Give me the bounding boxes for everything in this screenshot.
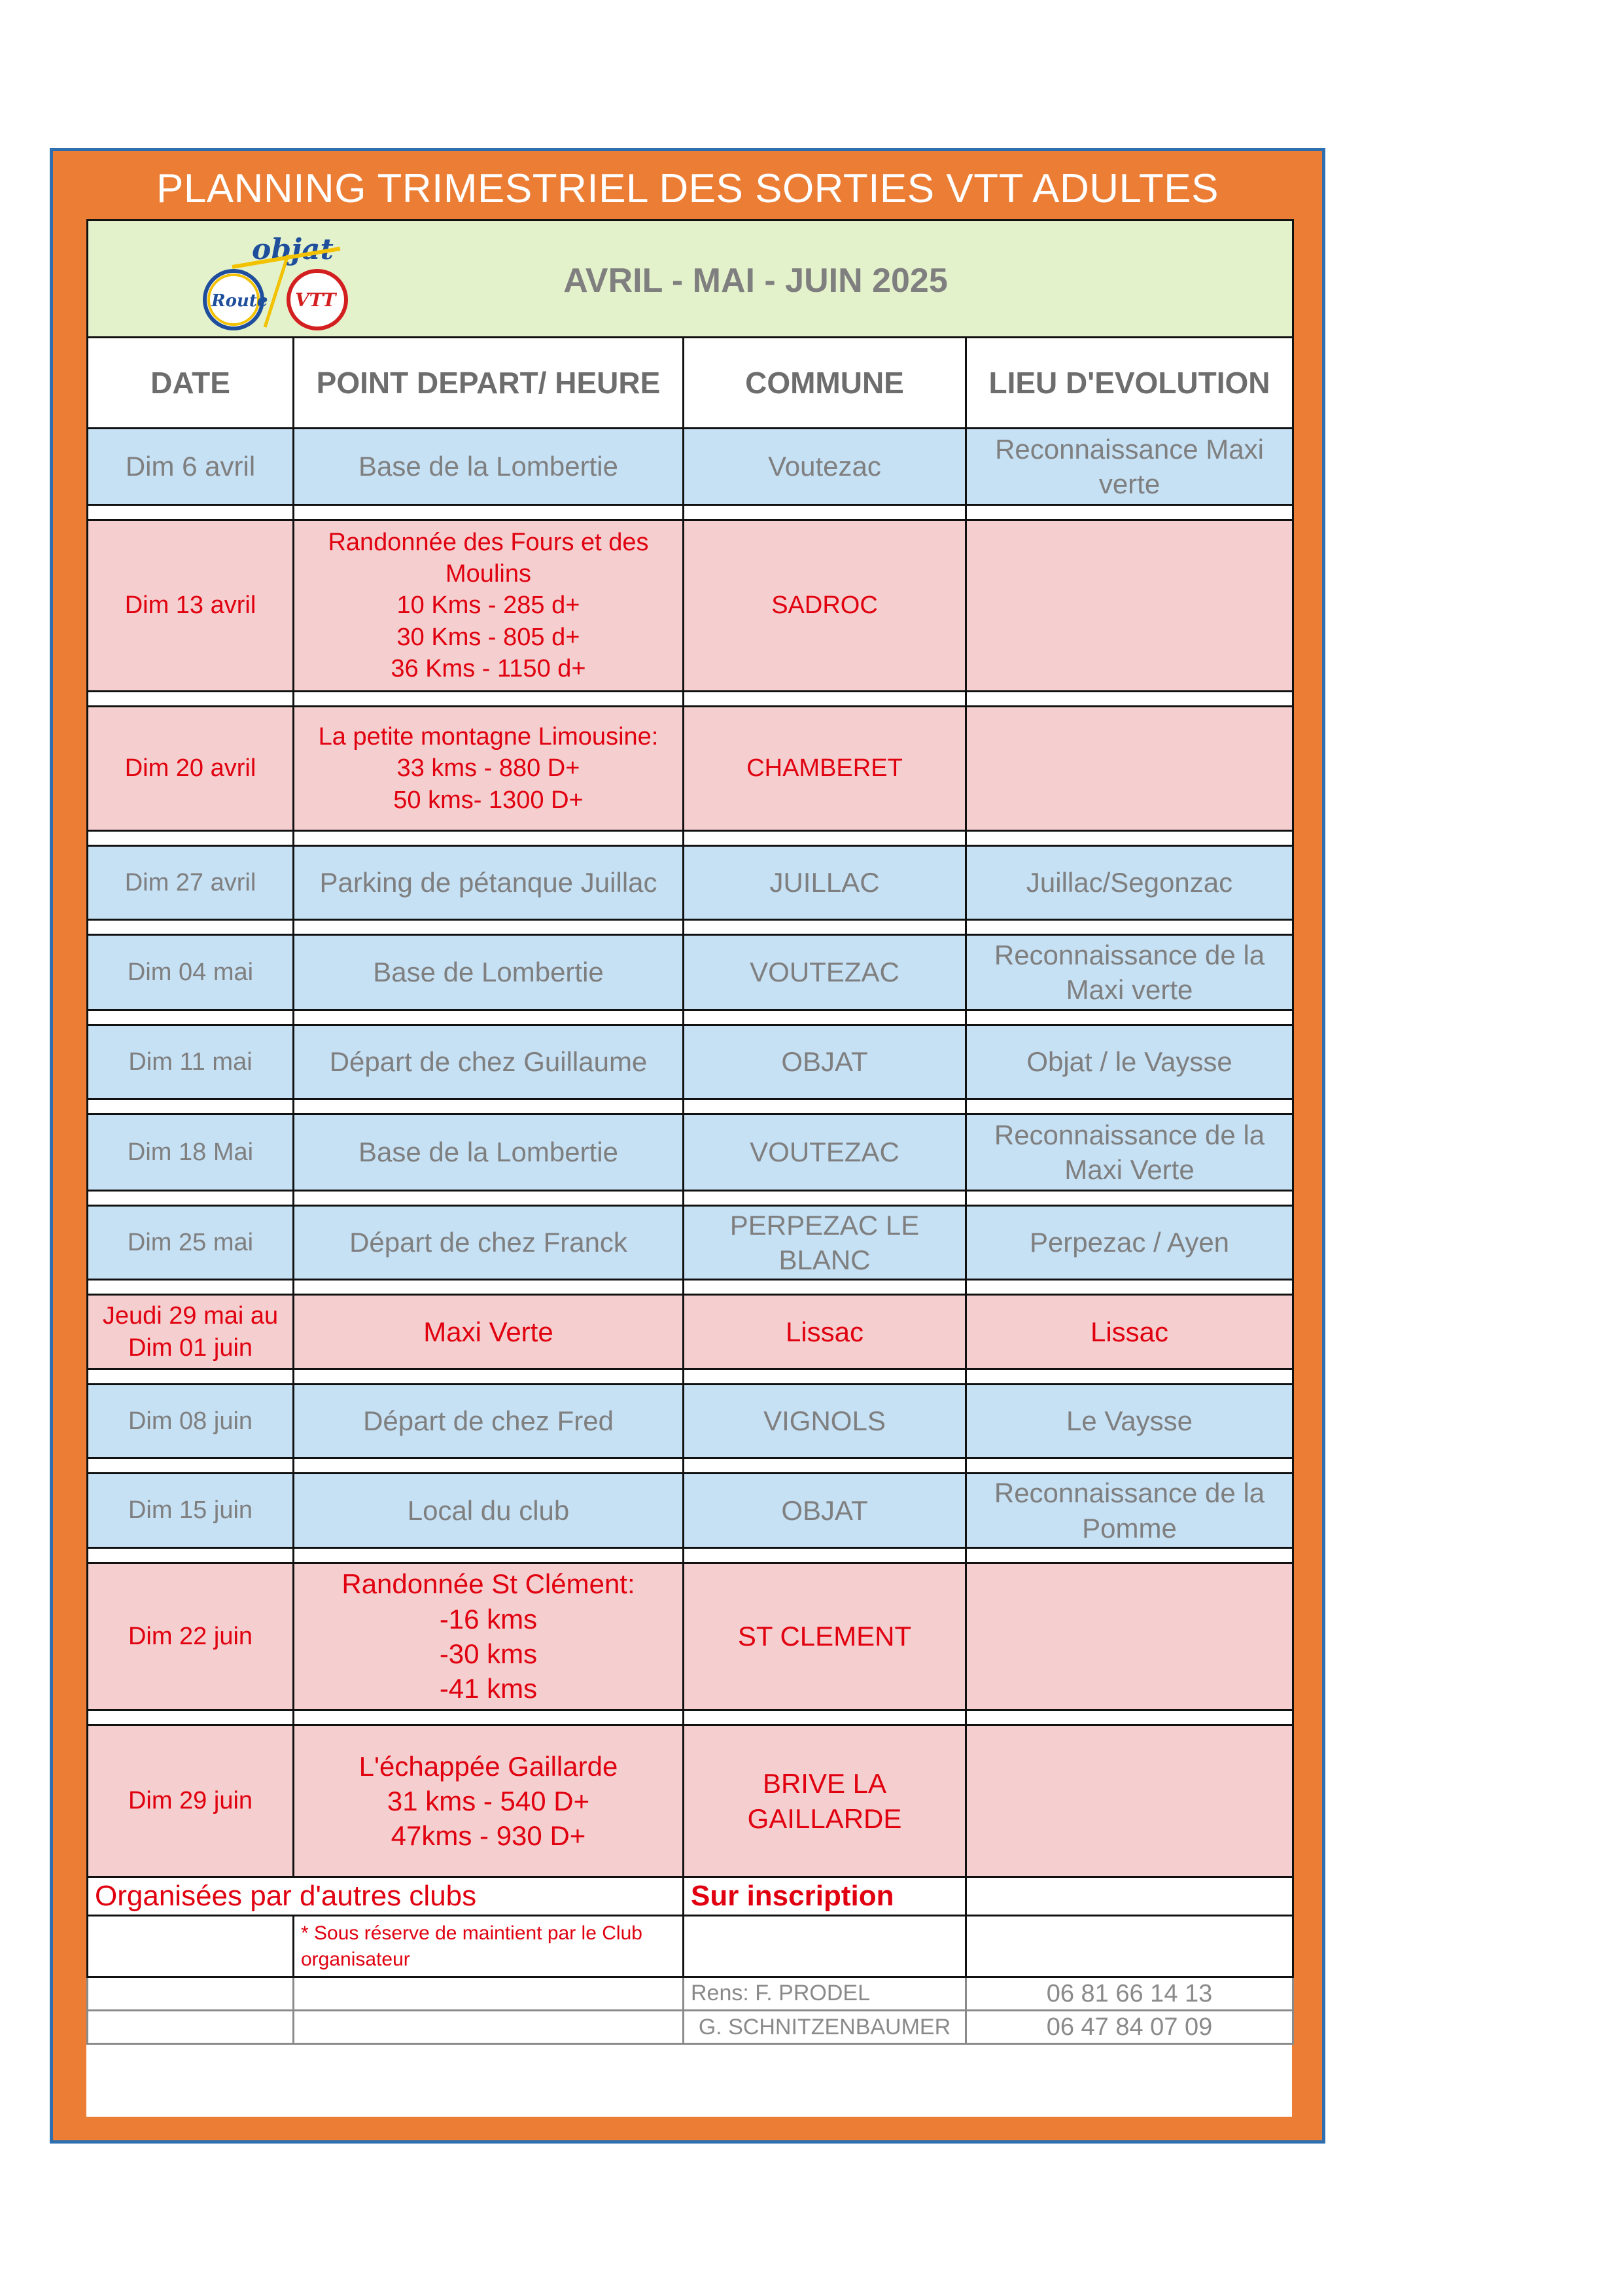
row-commune: Voutezac (684, 429, 966, 505)
registration-label: Sur inscription (684, 1877, 966, 1916)
contact-name: Rens: F. PRODEL (684, 1977, 966, 2010)
depart-line: 36 Kms - 1150 d+ (391, 654, 586, 682)
row-commune: JUILLAC (684, 846, 966, 920)
row-lieu: Reconnaissance de la Maxi verte (966, 935, 1293, 1010)
spacer-row (88, 1548, 1293, 1563)
row-date: Dim 29 juin (88, 1725, 294, 1877)
row-depart: Local du club (294, 1474, 684, 1548)
depart-line: La petite montagne Limousine: (318, 723, 659, 751)
spacer-row (88, 1458, 1293, 1474)
depart-line: Randonnée des Fours et des Moulins (328, 528, 649, 588)
schedule-frame (50, 148, 1325, 2144)
row-depart: Maxi Verte (294, 1295, 684, 1369)
row-depart (294, 1725, 684, 1877)
row-commune: OBJAT (684, 1025, 966, 1099)
row-commune: VIGNOLS (684, 1385, 966, 1458)
row-depart: Base de Lombertie (294, 935, 684, 1010)
row-depart (294, 707, 684, 831)
row-commune: OBJAT (684, 1474, 966, 1548)
row-commune: CHAMBERET (684, 707, 966, 831)
row-depart: Départ de chez Franck (294, 1206, 684, 1280)
row-date: Dim 20 avril (88, 707, 294, 831)
table-row (88, 1295, 1293, 1369)
spacer-row (88, 505, 1293, 520)
row-date: Dim 27 avril (88, 846, 294, 920)
table-row (88, 846, 1293, 920)
table-row (88, 1563, 1293, 1710)
row-commune: VOUTEZAC (684, 935, 966, 1010)
banner-period: AVRIL - MAI - JUIN 2025 (563, 262, 948, 300)
row-lieu: Juillac/Segonzac (966, 846, 1293, 920)
spacer-row (88, 1369, 1293, 1385)
row-date: Dim 25 mai (88, 1206, 294, 1280)
depart-line: -16 kms (439, 1603, 538, 1634)
spacer-row (88, 920, 1293, 935)
header-date: DATE (88, 338, 294, 429)
row-lieu: Lissac (966, 1295, 1293, 1369)
spacer-row (88, 1191, 1293, 1206)
page-title: PLANNING TRIMESTRIEL DES SORTIES VTT ADULTES (156, 166, 1219, 211)
table-row (88, 707, 1293, 831)
spacer-row (88, 831, 1293, 846)
row-lieu (966, 1725, 1293, 1877)
footer-row (88, 1877, 1293, 1916)
table-row (88, 1206, 1293, 1280)
banner-row (88, 221, 1293, 338)
row-date: Dim 08 juin (88, 1385, 294, 1458)
footer-row (88, 1915, 1293, 1977)
row-date: Dim 11 mai (88, 1025, 294, 1099)
row-date: Dim 04 mai (88, 935, 294, 1010)
schedule-table (86, 219, 1294, 2045)
row-lieu: Le Vaysse (966, 1385, 1293, 1458)
spacer-row (88, 1280, 1293, 1295)
spacer-row (88, 1099, 1293, 1114)
row-depart (294, 1563, 684, 1710)
contact-phone: 06 81 66 14 13 (966, 1977, 1293, 2010)
spacer-row (88, 1010, 1293, 1025)
row-date: Dim 22 juin (88, 1563, 294, 1710)
row-lieu (966, 520, 1293, 692)
logo-objat-text: objat (252, 233, 334, 266)
depart-line: 31 kms - 540 D+ (387, 1785, 590, 1816)
row-depart (294, 520, 684, 692)
row-lieu: Reconnaissance de la Pomme (966, 1474, 1293, 1548)
row-commune: BRIVE LA GAILLARDE (684, 1725, 966, 1877)
depart-line: -41 kms (439, 1673, 538, 1704)
row-commune: Lissac (684, 1295, 966, 1369)
spacer-row (88, 692, 1293, 707)
contact-phone: 06 47 84 07 09 (966, 2011, 1293, 2044)
row-depart: Base de la Lombertie (294, 429, 684, 505)
depart-line: 50 kms- 1300 D+ (393, 786, 584, 814)
depart-line: 10 Kms - 285 d+ (396, 592, 580, 620)
header-row (88, 338, 1293, 429)
row-lieu: Perpezac / Ayen (966, 1206, 1293, 1280)
row-lieu: Reconnaissance Maxi verte (966, 429, 1293, 505)
row-date: Jeudi 29 mai au Dim 01 juin (88, 1295, 294, 1369)
schedule-sheet (86, 219, 1292, 2117)
row-date: Dim 13 avril (88, 520, 294, 692)
row-commune: VOUTEZAC (684, 1114, 966, 1191)
contact-name: G. SCHNITZENBAUMER (684, 2011, 966, 2044)
depart-line: 30 Kms - 805 d+ (396, 623, 580, 651)
spacer-row (88, 1710, 1293, 1725)
logo-vtt-text: VTT (295, 289, 336, 311)
table-row (88, 1474, 1293, 1548)
table-row (88, 1725, 1293, 1877)
row-lieu: Objat / le Vaysse (966, 1025, 1293, 1099)
contact-row (88, 1977, 1293, 2010)
row-date: Dim 18 Mai (88, 1114, 294, 1191)
row-commune: SADROC (684, 520, 966, 692)
row-date: Dim 15 juin (88, 1474, 294, 1548)
row-depart: Départ de chez Guillaume (294, 1025, 684, 1099)
row-depart: Départ de chez Fred (294, 1385, 684, 1458)
row-date: Dim 6 avril (88, 429, 294, 505)
row-lieu: Reconnaissance de la Maxi Verte (966, 1114, 1293, 1191)
organiser-note: * Sous réserve de maintient par le Club organisateur (294, 1915, 684, 1977)
depart-line: Randonnée St Clément: (341, 1568, 635, 1600)
other-clubs-label: Organisées par d'autres clubs (88, 1877, 684, 1916)
depart-line: 47kms - 930 D+ (391, 1820, 586, 1852)
row-lieu (966, 707, 1293, 831)
header-lieu: LIEU D'EVOLUTION (966, 338, 1293, 429)
header-depart: POINT DEPART/ HEURE (294, 338, 684, 429)
logo-route-text: Route (211, 291, 268, 311)
depart-line: 33 kms - 880 D+ (396, 754, 580, 783)
table-row (88, 429, 1293, 505)
banner-cell (88, 221, 1293, 338)
row-commune: ST CLEMENT (684, 1563, 966, 1710)
row-lieu (966, 1563, 1293, 1710)
table-row (88, 520, 1293, 692)
depart-line: -30 kms (439, 1638, 538, 1669)
table-row (88, 1385, 1293, 1458)
row-commune: PERPEZAC LE BLANC (684, 1206, 966, 1280)
table-row (88, 1025, 1293, 1099)
table-row (88, 935, 1293, 1010)
row-depart: Base de la Lombertie (294, 1114, 684, 1191)
row-depart: Parking de pétanque Juillac (294, 846, 684, 920)
table-row (88, 1114, 1293, 1191)
contact-row (88, 2011, 1293, 2044)
header-commune: COMMUNE (684, 338, 966, 429)
depart-line: L'échappée Gaillarde (358, 1750, 618, 1782)
